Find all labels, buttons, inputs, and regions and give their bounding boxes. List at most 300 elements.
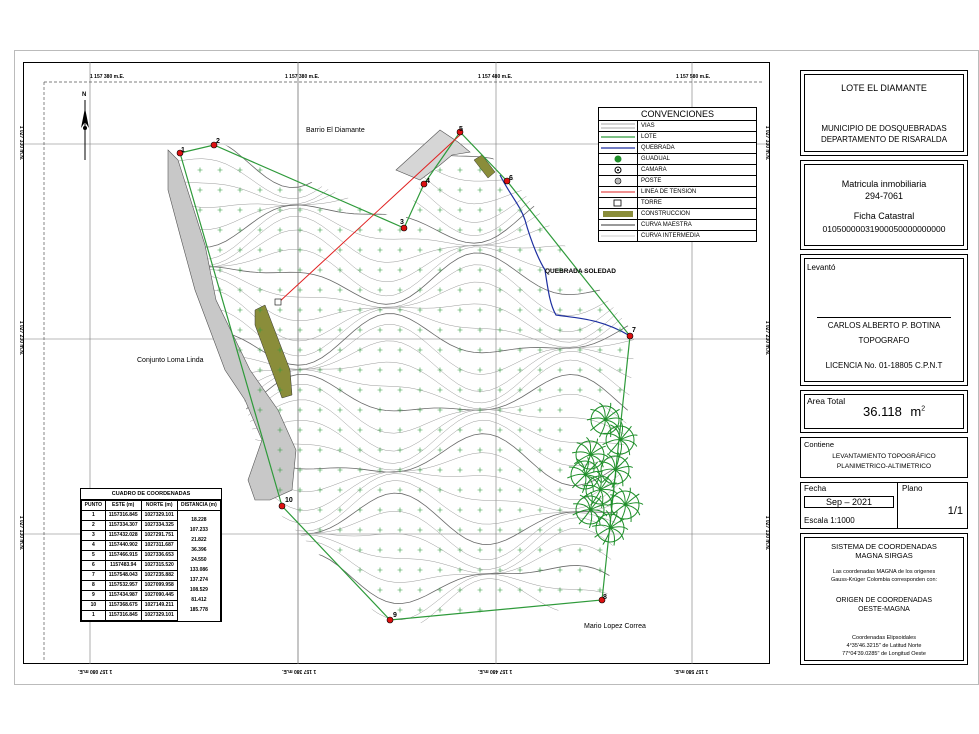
survey-cross — [538, 268, 543, 273]
survey-cross — [238, 308, 243, 313]
survey-cross — [278, 268, 283, 273]
survey-cross — [518, 308, 523, 313]
cell-punto: 7 — [82, 571, 106, 581]
survey-cross — [478, 508, 483, 513]
contour-line — [170, 400, 634, 451]
survey-cross — [258, 368, 263, 373]
grid-label-right-1: 1 027 330 m.N. — [764, 125, 771, 161]
survey-cross — [578, 288, 583, 293]
cell-este: 1157434.987 — [105, 591, 141, 601]
survey-cross — [318, 248, 323, 253]
coordinate-table-title: CUADRO DE COORDENADAS — [81, 489, 221, 500]
survey-cross — [418, 408, 423, 413]
survey-cross — [438, 508, 443, 513]
survey-cross — [398, 428, 403, 433]
point-label-6: 6 — [509, 175, 513, 182]
survey-cross — [438, 208, 443, 213]
tree-branch — [605, 420, 611, 437]
survey-cross — [518, 548, 523, 553]
survey-cross — [358, 508, 363, 513]
survey-cross — [378, 588, 383, 593]
survey-cross — [218, 208, 223, 213]
survey-cross — [538, 328, 543, 333]
survey-cross — [358, 248, 363, 253]
survey-cross — [398, 448, 403, 453]
survey-cross — [598, 548, 603, 553]
survey-cross — [418, 548, 423, 553]
grid-label-top-2: 1 157 380 m.E. — [285, 74, 320, 80]
survey-cross — [238, 168, 243, 173]
survey-cross — [338, 248, 343, 253]
cell-punto: 2 — [82, 521, 106, 531]
survey-cross — [338, 288, 343, 293]
survey-cross — [438, 228, 443, 233]
survey-cross — [378, 548, 383, 553]
survey-cross — [578, 548, 583, 553]
escala-value: Escala 1:1000 — [804, 516, 855, 525]
cell-este: 1157334.307 — [105, 521, 141, 531]
cell-norte: 1027336.653 — [141, 551, 177, 561]
grid-label-bottom-1: 1 157 080 m.E. — [78, 668, 113, 674]
survey-cross — [518, 268, 523, 273]
cell-punto: 1 — [82, 611, 106, 621]
survey-cross — [218, 288, 223, 293]
survey-cross — [358, 368, 363, 373]
survey-cross — [378, 228, 383, 233]
survey-cross — [558, 328, 563, 333]
survey-cross — [498, 488, 503, 493]
survey-cross — [398, 588, 403, 593]
survey-cross — [338, 408, 343, 413]
survey-cross — [238, 228, 243, 233]
survey-cross — [458, 208, 463, 213]
levanto-label: Levantó — [807, 263, 836, 272]
road-via — [168, 150, 296, 500]
surveyor-role: TOPOGRAFO — [858, 336, 910, 345]
grid-label-bottom-2: 1 157 380 m.E. — [282, 668, 317, 674]
survey-cross — [358, 288, 363, 293]
survey-cross — [358, 388, 363, 393]
col-punto: PUNTO — [82, 501, 106, 511]
title-block-area — [800, 390, 968, 433]
survey-cross — [478, 488, 483, 493]
survey-cross — [318, 328, 323, 333]
survey-cross — [218, 248, 223, 253]
cell-distancia: 137.274 — [177, 575, 220, 585]
survey-cross — [438, 328, 443, 333]
survey-cross — [518, 328, 523, 333]
survey-cross — [538, 508, 543, 513]
survey-cross — [378, 388, 383, 393]
cell-distancia — [177, 615, 220, 625]
origen-line-2: OESTE-MAGNA — [858, 606, 910, 613]
survey-cross — [578, 368, 583, 373]
survey-cross — [458, 388, 463, 393]
survey-cross — [438, 308, 443, 313]
elip-line-1: Coordenadas Elipsoidales — [852, 635, 916, 641]
survey-cross — [378, 408, 383, 413]
survey-cross — [358, 428, 363, 433]
survey-cross — [478, 408, 483, 413]
cell-norte: 1027329.101 — [141, 611, 177, 621]
survey-cross — [398, 368, 403, 373]
survey-cross — [458, 548, 463, 553]
point-label-7: 7 — [632, 327, 636, 334]
survey-cross — [258, 228, 263, 233]
survey-cross — [558, 408, 563, 413]
tree-branch — [592, 525, 610, 528]
tree-branch — [586, 437, 590, 455]
legend-item-curva-intermedia: CURVA INTERMEDIA — [599, 231, 756, 241]
survey-cross — [558, 488, 563, 493]
cell-norte: 1027311.687 — [141, 541, 177, 551]
cell-punto: 3 — [82, 531, 106, 541]
plano-value: 1/1 — [947, 505, 963, 517]
survey-cross — [338, 448, 343, 453]
survey-cross — [378, 568, 383, 573]
survey-cross — [418, 508, 423, 513]
survey-cross — [198, 188, 203, 193]
survey-cross — [558, 368, 563, 373]
survey-cross — [538, 248, 543, 253]
survey-cross — [378, 268, 383, 273]
survey-cross — [458, 308, 463, 313]
contour-line — [170, 420, 634, 470]
municipio-text: MUNICIPIO DE DOSQUEBRADAS — [821, 124, 947, 133]
survey-cross — [398, 248, 403, 253]
survey-cross — [398, 288, 403, 293]
tower-symbol — [275, 299, 281, 305]
point-label-1: 1 — [181, 147, 185, 154]
sistema-line-1: SISTEMA DE COORDENADAS — [831, 542, 937, 551]
point-label-10: 10 — [285, 497, 293, 504]
ficha-label: Ficha Catastral — [853, 211, 915, 221]
cell-norte: 1027334.325 — [141, 521, 177, 531]
contour-line — [170, 412, 634, 463]
survey-cross — [418, 268, 423, 273]
sistema-line-2: MAGNA SIRGAS — [855, 551, 913, 560]
grid-label-left-1: 1 027 330 m.N. — [18, 125, 25, 161]
cell-este: 1157483.94 — [105, 561, 141, 571]
surveyor-license: LICENCIA No. 01-18805 C.P.N.T — [825, 361, 943, 370]
survey-cross — [478, 188, 483, 193]
nota-line-1: Las coordenadas MAGNA de los origenes — [832, 569, 936, 575]
survey-cross — [478, 368, 483, 373]
survey-cross — [358, 348, 363, 353]
point-label-5: 5 — [459, 126, 463, 133]
survey-cross — [518, 288, 523, 293]
contour-line — [170, 511, 634, 560]
survey-cross — [418, 568, 423, 573]
survey-cross — [558, 588, 563, 593]
cell-distancia: 81.412 — [177, 595, 220, 605]
nota-line-2: Gauss-Krüger Colombia corresponden con: — [830, 577, 938, 583]
survey-cross — [498, 588, 503, 593]
survey-cross — [438, 388, 443, 393]
survey-cross — [518, 248, 523, 253]
power-line — [278, 135, 460, 303]
cell-norte: 1027235.882 — [141, 571, 177, 581]
survey-cross — [498, 508, 503, 513]
survey-cross — [258, 208, 263, 213]
contour-line — [170, 570, 634, 620]
cell-distancia: 36.396 — [177, 545, 220, 555]
survey-cross — [338, 548, 343, 553]
survey-cross — [598, 308, 603, 313]
survey-cross — [358, 568, 363, 573]
label-mario: Mario Lopez Correa — [584, 623, 646, 630]
survey-cross — [518, 408, 523, 413]
survey-cross — [558, 448, 563, 453]
survey-cross — [418, 468, 423, 473]
area-sup: 2 — [921, 405, 926, 413]
contour-line — [170, 137, 634, 187]
survey-cross — [478, 388, 483, 393]
elip-line-2: 4°35'46.3215" de Latitud Norte — [846, 643, 922, 649]
survey-cross — [418, 228, 423, 233]
contiene-line-2: PLANIMETRICO-ALTIMETRICO — [836, 463, 932, 470]
survey-cross — [278, 228, 283, 233]
origen-line-1: ORIGEN DE COORDENADAS — [835, 597, 933, 604]
cell-distancia: 24.550 — [177, 555, 220, 565]
cell-distancia: 133.086 — [177, 565, 220, 575]
survey-cross — [498, 448, 503, 453]
survey-cross — [378, 428, 383, 433]
grid-label-bottom-3: 1 157 480 m.E. — [478, 668, 513, 674]
survey-cross — [238, 188, 243, 193]
survey-cross — [198, 208, 203, 213]
survey-cross — [518, 448, 523, 453]
cell-punto: 10 — [82, 601, 106, 611]
survey-cross — [398, 528, 403, 533]
project-title: LOTE EL DIAMANTE — [841, 83, 927, 93]
survey-cross — [478, 468, 483, 473]
cell-punto: 9 — [82, 591, 106, 601]
survey-cross — [318, 228, 323, 233]
survey-cross — [498, 548, 503, 553]
survey-cross — [238, 288, 243, 293]
survey-cross — [418, 448, 423, 453]
legend-item-guadual: GUADUAL — [599, 154, 756, 165]
survey-cross — [278, 328, 283, 333]
elip-line-3: 77°04'39.0285" de Longitud Oeste — [842, 651, 926, 657]
contour-line — [170, 171, 634, 223]
cell-norte: 1027329.101 — [141, 511, 177, 521]
survey-cross — [378, 288, 383, 293]
survey-cross — [418, 488, 423, 493]
survey-cross — [438, 448, 443, 453]
cell-norte: 1027090.445 — [141, 591, 177, 601]
survey-cross — [338, 468, 343, 473]
survey-cross — [538, 348, 543, 353]
survey-cross — [378, 328, 383, 333]
grid-crosses — [198, 168, 623, 613]
survey-cross — [598, 328, 603, 333]
contour-line — [170, 493, 634, 544]
survey-cross — [238, 268, 243, 273]
grid-label-right-2: 1 027 230 m.N. — [764, 320, 771, 356]
contour-line — [170, 444, 634, 500]
survey-cross — [498, 368, 503, 373]
survey-cross — [318, 288, 323, 293]
cell-punto: 5 — [82, 551, 106, 561]
contour-line — [170, 276, 634, 331]
survey-cross — [438, 348, 443, 353]
survey-cross — [478, 308, 483, 313]
point-label-9: 9 — [393, 612, 397, 619]
survey-cross — [358, 548, 363, 553]
contiene-line-1: LEVANTAMIENTO TOPOGRÁFICO — [832, 453, 936, 460]
survey-cross — [538, 288, 543, 293]
survey-cross — [518, 488, 523, 493]
legend-box — [598, 107, 757, 242]
survey-cross — [438, 188, 443, 193]
tree-branch — [610, 528, 615, 546]
contour-line — [170, 528, 634, 584]
survey-cross — [618, 388, 623, 393]
survey-cross — [478, 268, 483, 273]
survey-cross — [318, 508, 323, 513]
north-arrow-icon — [81, 100, 89, 160]
survey-cross — [338, 428, 343, 433]
survey-cross — [598, 348, 603, 353]
survey-cross — [478, 548, 483, 553]
survey-cross — [478, 288, 483, 293]
survey-cross — [318, 268, 323, 273]
survey-cross — [538, 588, 543, 593]
title-block-date — [800, 482, 968, 529]
survey-cross — [278, 308, 283, 313]
survey-cross — [618, 368, 623, 373]
survey-cross — [578, 588, 583, 593]
survey-cross — [358, 408, 363, 413]
survey-cross — [318, 408, 323, 413]
survey-cross — [458, 328, 463, 333]
survey-cross — [418, 528, 423, 533]
survey-cross — [578, 568, 583, 573]
survey-cross — [318, 308, 323, 313]
survey-cross — [538, 568, 543, 573]
cell-norte: 1027099.958 — [141, 581, 177, 591]
contour-line — [170, 579, 634, 631]
survey-cross — [438, 588, 443, 593]
survey-cross — [398, 548, 403, 553]
survey-cross — [458, 468, 463, 473]
survey-cross — [518, 508, 523, 513]
area-label: Area Total — [807, 396, 846, 406]
survey-cross — [398, 488, 403, 493]
survey-cross — [378, 368, 383, 373]
label-barrio: Barrio El Diamante — [306, 127, 365, 134]
survey-cross — [258, 268, 263, 273]
survey-cross — [558, 288, 563, 293]
survey-cross — [458, 428, 463, 433]
matricula-label: Matricula inmobiliaria — [841, 179, 927, 189]
tree-branch — [619, 440, 622, 458]
survey-cross — [498, 408, 503, 413]
survey-cross — [418, 428, 423, 433]
tree-branch — [572, 452, 590, 455]
survey-cross — [498, 468, 503, 473]
grid-label-left-3: 1 027 130 m.N. — [18, 515, 25, 551]
survey-cross — [438, 568, 443, 573]
survey-cross — [478, 588, 483, 593]
area-value: 36.118 — [863, 404, 902, 419]
survey-cross — [218, 268, 223, 273]
contour-line — [170, 553, 634, 604]
survey-cross — [538, 368, 543, 373]
surveyor-name: CARLOS ALBERTO P. BOTINA — [827, 321, 941, 330]
survey-cross — [418, 248, 423, 253]
survey-cross — [398, 568, 403, 573]
survey-cross — [378, 348, 383, 353]
cell-este: 1157368.675 — [105, 601, 141, 611]
survey-cross — [538, 428, 543, 433]
cell-este: 1157316.845 — [105, 511, 141, 521]
survey-cross — [378, 488, 383, 493]
survey-cross — [498, 248, 503, 253]
survey-cross — [358, 268, 363, 273]
survey-cross — [618, 348, 623, 353]
coordinate-table-box — [80, 488, 222, 622]
survey-cross — [498, 308, 503, 313]
title-block-system — [800, 533, 968, 665]
survey-cross — [338, 348, 343, 353]
tree-branch — [589, 510, 591, 528]
survey-cross — [418, 388, 423, 393]
survey-cross — [418, 588, 423, 593]
survey-cross — [558, 308, 563, 313]
survey-cross — [438, 268, 443, 273]
col-distancia: DISTANCIA (m) — [177, 501, 220, 511]
survey-cross — [258, 188, 263, 193]
survey-cross — [458, 508, 463, 513]
grid-label-top-1: 1 157 380 m.E. — [90, 74, 125, 80]
grid-label-bottom-4: 1 157 580 m.E. — [674, 668, 709, 674]
survey-cross — [358, 308, 363, 313]
survey-cross — [438, 248, 443, 253]
survey-cross — [438, 528, 443, 533]
survey-cross — [318, 428, 323, 433]
survey-cross — [438, 608, 443, 613]
survey-cross — [478, 528, 483, 533]
survey-cross — [578, 308, 583, 313]
survey-cross — [458, 528, 463, 533]
cell-punto: 6 — [82, 561, 106, 571]
survey-cross — [278, 288, 283, 293]
cell-este: 1157432.028 — [105, 531, 141, 541]
survey-cross — [518, 428, 523, 433]
title-block-contents — [800, 437, 968, 478]
cell-este: 1157316.845 — [105, 611, 141, 621]
cell-punto: 4 — [82, 541, 106, 551]
survey-cross — [558, 428, 563, 433]
road-north — [396, 130, 470, 180]
survey-cross — [458, 608, 463, 613]
survey-cross — [558, 508, 563, 513]
legend-item-construccion: CONSTRUCCION — [599, 209, 756, 220]
survey-cross — [438, 288, 443, 293]
survey-cross — [378, 508, 383, 513]
legend-item-curva-maestra: CURVA MAESTRA — [599, 220, 756, 231]
survey-cross — [478, 228, 483, 233]
legend-item-poste: POSTE — [599, 176, 756, 187]
survey-cross — [558, 568, 563, 573]
title-block-surveyor — [800, 254, 968, 386]
cell-este: 1157532.957 — [105, 581, 141, 591]
contour-line — [170, 518, 634, 570]
point-label-8: 8 — [603, 594, 607, 601]
